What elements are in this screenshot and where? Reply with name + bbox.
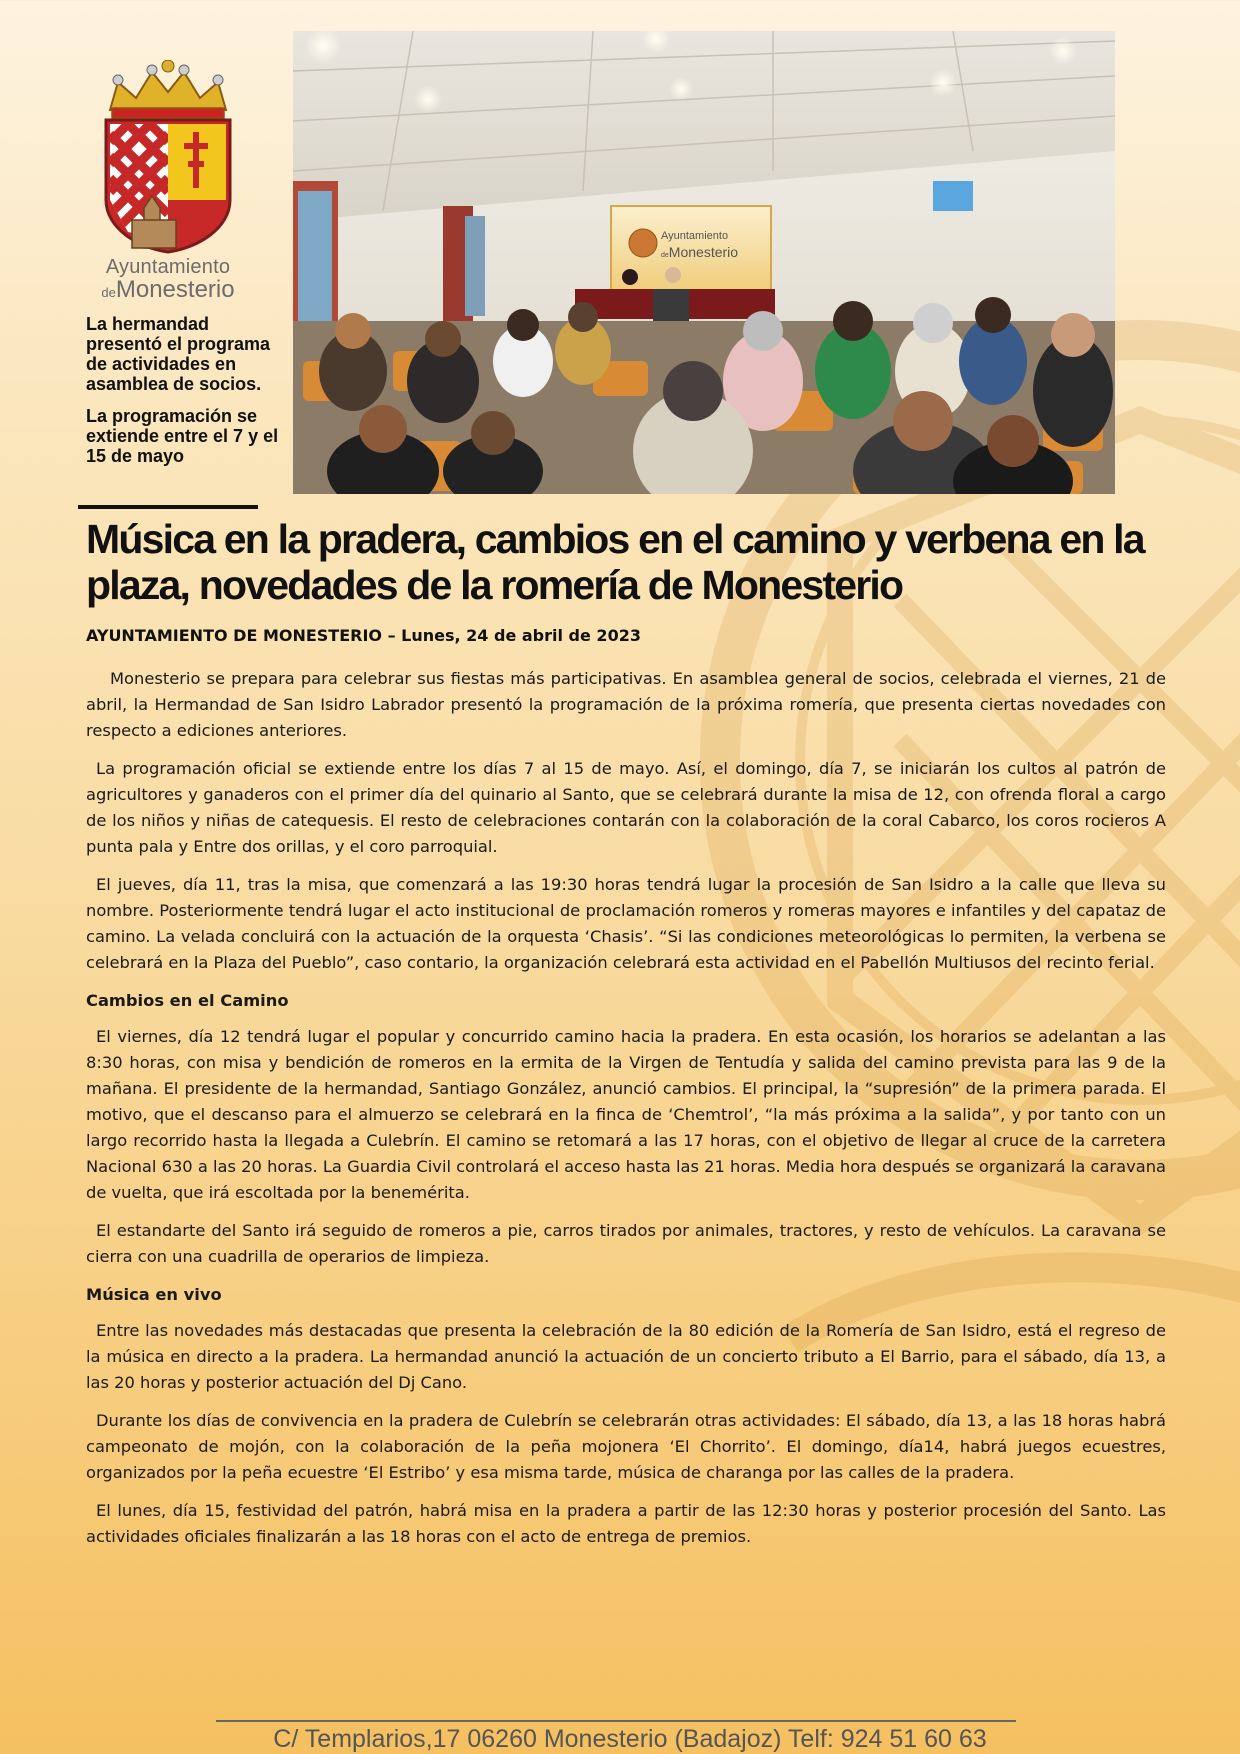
footer-divider <box>216 1720 1016 1722</box>
logo-wordmark <box>88 256 248 305</box>
logo-line-2: deMonesterio <box>101 276 235 303</box>
article-paragraph: El lunes, día 15, festividad del patrón, habrá misa en la pradera a partir de las 12:30 horas y posterior procesión del Santo. Las actividades oficiales finalizarán a las 18 horas con el acto de entrega de premios. <box>86 1501 1166 1546</box>
article-summary <box>86 314 286 478</box>
footer-address: C/ Templarios,17 06260 Monesterio (Badajoz) Telf: 924 51 60 63 <box>273 1725 987 1753</box>
article-byline: AYUNTAMIENTO DE MONESTERIO – Lunes, 24 de abril de 2023 <box>86 626 641 645</box>
logo-line-1: Ayuntamiento <box>105 256 231 278</box>
article-headline: Música en la pradera, cambios en el camino y verbena en la plaza, novedades de la romería de Monesterio <box>86 516 1144 608</box>
summary-divider <box>78 505 258 509</box>
article-paragraph: El viernes, día 12 tendrá lugar el popular y concurrido camino hacia la pradera. En esta ocasión, los horarios se adelantan a las 8:30 horas, con misa y bendición de romeros en la ermita de la Virgen de Tentudía y salida del camino prevista para las 9 de la mañana. El presidente de la hermandad, Santiago González, anunció cambios. El principal, la “supresión” de la primera parada. El motivo, que el descanso para el almuerzo se celebrará en la finca de ‘Chemtrol’, “la más próxima a la salida”, y por tanto con un largo recorrido hasta la llegada a Culebrín. El camino se retomará a las 17 horas, con el objetivo de llegar al cruce de la carretera Nacional 630 a las 20 horas. La Guardia Civil controlará el acceso hasta las 21 horas. Media hora después se organizará la caravana de vuelta, que irá escoltada por la benemérita. <box>86 1027 1166 1202</box>
photo-banner-line-2: deMonesterio <box>661 244 739 260</box>
section-heading-musica: Música en vivo <box>86 1285 222 1304</box>
article-paragraph: El jueves, día 11, tras la misa, que comenzará a las 19:30 horas tendrá lugar la procesión de San Isidro a la calle que lleva su nombre. Posteriormente tendrá lugar el acto institucional de proclamación romeros y romeras mayores e infantiles y del capataz de camino. La velada concluirá con la actuación de la orquesta ‘Chasis’. “Si las condiciones meteorológicas lo permiten, la verbena se celebrará en la Plaza del Pueblo”, caso contario, la organización celebrará esta actividad en el Pabellón Multiusos del recinto ferial. <box>86 875 1166 972</box>
article-paragraph: Entre las novedades más destacadas que presenta la celebración de la 80 edición de la Romería de San Isidro, está el regreso de la música en directo a la pradera. La hermandad anunció la actuación de un concierto tributo a El Barrio, para el sábado, día 13, a las 20 horas y posterior actuación del Dj Cano. <box>86 1321 1166 1392</box>
assembly-photo-illustration <box>293 31 1115 494</box>
town-logo <box>88 60 248 306</box>
coat-of-arms-icon <box>88 60 248 256</box>
assembly-photo <box>293 31 1115 494</box>
article-paragraph: La programación oficial se extiende entre los días 7 al 15 de mayo. Así, el domingo, día 7, se iniciarán los cultos al patrón de agricultores y ganaderos con el primer día del quinario al Santo, que se celebrará durante la misa de 12, con ofrenda floral a cargo de los niños y niñas de catequesis. El resto de celebraciones contarán con la colaboración de la coral Cabarco, los coros rocieros A punta pala y Entre dos orillas, y el coro parroquial. <box>86 759 1166 856</box>
section-heading-camino: Cambios en el Camino <box>86 991 289 1010</box>
summary-paragraph-1: La hermandad presentó el programa de actividades en asamblea de socios. <box>86 314 271 394</box>
article-paragraph: El estandarte del Santo irá seguido de romeros a pie, carros tirados por animales, tractores, y resto de vehículos. La caravana se cierra con una cuadrilla de operarios de limpieza. <box>86 1221 1166 1266</box>
article-paragraph: Durante los días de convivencia en la pradera de Culebrín se celebrarán otras actividades: El sábado, día 13, a las 18 horas habrá campeonato de mojón, con la colaboración de la peña mojonera ‘El Chorrito’. El domingo, día14, habrá juegos ecuestres, organizados por la peña ecuestre ‘El Estribo’ y esa misma tarde, música de charanga por las calles de la pradera. <box>86 1411 1166 1482</box>
photo-banner-line-1: Ayuntamiento <box>661 230 729 242</box>
article-paragraph: Monesterio se prepara para celebrar sus fiestas más participativas. En asamblea general de socios, celebrada el viernes, 21 de abril, la Hermandad de San Isidro Labrador presentó la programación de la próxima romería, que presenta ciertas novedades con respecto a ediciones anteriores. <box>86 669 1166 740</box>
article-body <box>86 666 1166 1562</box>
summary-paragraph-2: La programación se extiende entre el 7 y el 15 de mayo <box>86 406 279 466</box>
